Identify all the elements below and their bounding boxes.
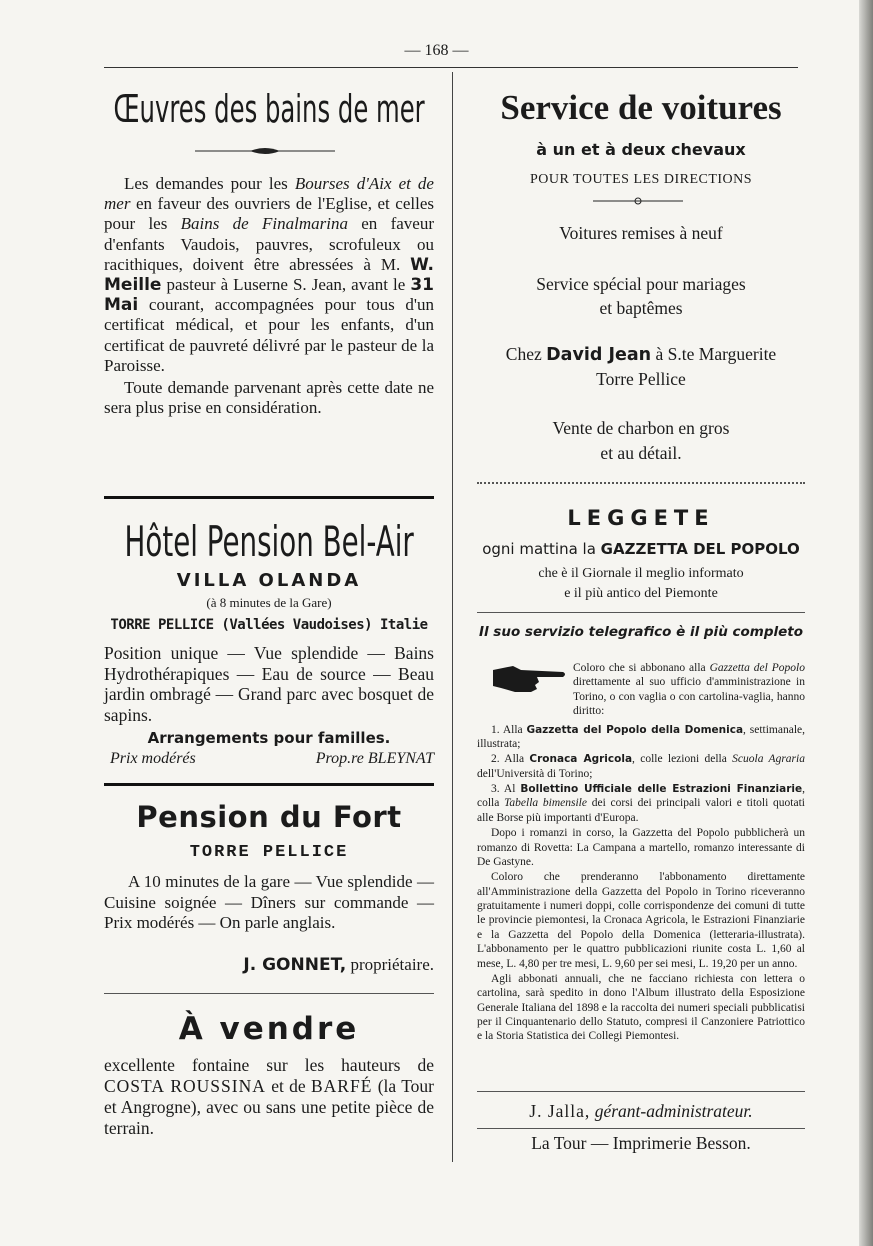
- deadline-date: 31 Mai: [104, 275, 434, 316]
- hotel-arrangements: Arrangements pour familles.: [147, 729, 391, 747]
- voitures-line2: [477, 272, 805, 320]
- gazzetta-body: [477, 661, 805, 1045]
- gazzetta-line2: che è il Giornale il meglio informato: [538, 566, 744, 581]
- page-edge-shadow: [859, 0, 873, 1246]
- header-rule: [104, 67, 798, 68]
- text-run: 3. Al: [491, 783, 521, 795]
- text-run: en faveur d'enfants Vaudois, pauvres, scrofuleux ou racithiques, doivent être abressées à M.: [104, 214, 435, 274]
- gerant-name: J. Jalla,: [529, 1101, 591, 1121]
- voitures-line2b: et baptêmes: [599, 298, 683, 318]
- text-run: dell'Università di Torino;: [477, 767, 593, 780]
- text-run: excellente fontaine sur les hauteurs de: [104, 1055, 434, 1075]
- ornament-divider: [195, 146, 335, 156]
- page-number: — 168 —: [404, 42, 469, 59]
- text-run: , colla: [477, 783, 806, 810]
- charbon-line2: et au détail.: [600, 443, 682, 463]
- meille-name: W. Meille: [104, 254, 434, 296]
- vendre-text: [104, 1055, 434, 1139]
- text-run: courant, accompagnées pour tous d'un certificat médical, et pour les enfants, d'un certificat de pauvreté délivré par le pasteur de la Paroisse.: [104, 295, 434, 375]
- text-run: à S.te Marguerite: [651, 344, 777, 364]
- gazzetta-line1: [477, 540, 805, 558]
- italic-run: Tabella bimensile: [504, 797, 587, 810]
- voitures-line2a: Service spécial pour mariages: [536, 274, 746, 294]
- gazzetta-paragraph-1: [573, 661, 805, 719]
- section-rule: [104, 993, 434, 994]
- hotel-description: Position unique — Vue splendide — Bains Hydrothérapiques — Eau de source — Beau jardin ombragé — Grand parc avec bosquet de sapins.: [104, 643, 434, 725]
- section-rule: [477, 612, 805, 613]
- text-run: Coloro che si abbonano alla: [573, 662, 710, 674]
- text-run: Les demandes pour les: [124, 174, 295, 193]
- section-rule: [104, 783, 434, 786]
- hotel-subtitle: VILLA OLANDA: [176, 570, 362, 591]
- gazzetta-paragraph-2: Dopo i romanzi in corso, la Gazzetta del Popolo pubblicherà un romanzo di Rovetta: La Campana a martello, romanzo interessante di De Gastyne.: [477, 827, 805, 868]
- gazzetta-italic: Gazzetta del Popolo: [709, 662, 805, 674]
- footer-imprimerie: La Tour — Imprimerie Besson.: [531, 1133, 751, 1153]
- gazzetta-item-1: [477, 723, 805, 752]
- voitures-town: Torre Pellice: [596, 369, 686, 389]
- fort-owner: [104, 955, 434, 975]
- oeuvres-title-block: [104, 86, 434, 136]
- text-run: ogni mattina la: [482, 540, 601, 558]
- text-run: direttamente al suo ufficio d'amministrazione in Torino, o con vaglia o con cartolina-vaglia, hanno diritto:: [573, 676, 805, 718]
- section-rule: [477, 1091, 805, 1092]
- section-rule: [477, 482, 805, 484]
- oeuvres-title: Œuvres des bains de mer: [113, 87, 425, 131]
- hotel-title-block: [104, 516, 434, 568]
- text-run: 2. Alla: [491, 753, 530, 766]
- gazzetta-paragraph-3: Coloro che prenderanno l'abbonamento direttamente all'Amministrazione della Gazzetta del Popolo in Torino riceveranno gratuitamente i numeri doppi, colle corrispondenze dei comuni di tutte le provincie piemontesi, la Cronaca Agricola, le Estrazioni Finanziarie e la Gazzetta del Popolo della Domenica (letteraria-illustrata). L'abbonamento per le quattro pubblicazioni riunite costa L. 1,60 al mese, L. 4,80 per tre mesi, L. 9,60 per sei mesi, L. 19,20 per un anno.: [477, 871, 805, 970]
- gazzetta-item-3: [477, 782, 805, 825]
- voitures-line1: Voitures remises à neuf: [559, 223, 723, 243]
- text-run: 1. Alla: [491, 723, 527, 736]
- text-run: Chez: [505, 344, 547, 364]
- bold-run: Bollettino Ufficiale delle Estrazioni Finanziarie: [520, 783, 803, 795]
- text-run: (la Tour et Angrogne), avec ou sans une petite pièce de terrain.: [104, 1076, 434, 1138]
- hotel-footer-line: [104, 750, 434, 768]
- voitures-directions: POUR TOUTES LES DIRECTIONS: [529, 172, 753, 187]
- column-separator: [452, 72, 453, 1162]
- oeuvres-body: [104, 174, 434, 418]
- text-run: , settimanale, illustrata;: [477, 723, 805, 750]
- hotel-prices: Prix modérés: [110, 750, 196, 767]
- voitures-chez-line: [477, 342, 805, 367]
- david-jean-name: David Jean: [546, 345, 652, 365]
- finalmarina-italic: Bains de Finalmarina: [180, 214, 348, 234]
- fort-subtitle: TORRE PELLICE: [189, 843, 349, 862]
- text-run: , colle lezioni della: [632, 753, 733, 766]
- bold-run: Gazzetta del Popolo della Domenica: [526, 723, 744, 736]
- section-rule: [477, 1128, 805, 1129]
- hotel-proprietor: Prop.re BLEYNAT: [315, 750, 434, 767]
- text-run: et de: [265, 1076, 311, 1096]
- fort-owner-role: propriétaire.: [346, 955, 434, 974]
- hotel-location: TORRE PELLICE (Vallées Vaudoises) Italie: [110, 617, 428, 633]
- hotel-title: Hôtel Pension Bel-Air: [124, 517, 414, 566]
- voitures-subtitle: à un et à deux chevaux: [536, 140, 746, 159]
- hotel-distance: (à 8 minutes de la Gare): [206, 595, 332, 610]
- fort-title: Pension du Fort: [136, 800, 402, 834]
- costa-roussina: COSTA ROUSSINA: [104, 1076, 266, 1096]
- bold-run: Cronaca Agricola: [529, 753, 633, 766]
- section-rule: [104, 496, 434, 499]
- voitures-contact: [477, 342, 805, 391]
- footer-gerant: [477, 1101, 805, 1122]
- fort-description: A 10 minutes de la gare — Vue splendide — Cuisine soignée — Dîners sur commande — Prix modérés — On parle anglais.: [104, 872, 434, 932]
- ornament-divider: [593, 197, 683, 205]
- vendre-title: À vendre: [178, 1011, 360, 1047]
- gazzetta-item-2: [477, 752, 805, 781]
- gazzetta-paragraph-4: Agli abbonati annuali, che ne facciano richiesta con lettera o cartolina, sarà spedito in dono l'Album illustrato della Esposizione Generale Italiana del 1898 e la raccolta dei numeri speciali pubblicatisi per il Cinquantenario dello Statuto, compresi il Canzoniere Patriottico e la Storia Statistica dei Collegi Piemontesi.: [477, 972, 805, 1043]
- oeuvres-paragraph-1: [104, 174, 434, 376]
- text-run: en faveur des ouvriers de l'Eglise, et celles pour les: [104, 194, 434, 234]
- barfe: BARFÉ: [311, 1076, 373, 1096]
- oeuvres-paragraph-2: Toute demande parvenant après cette date ne sera plus prise en considération.: [104, 378, 434, 418]
- fort-owner-name: J. GONNET,: [243, 955, 347, 975]
- text-run: pasteur à Luserne S. Jean, avant le: [161, 275, 411, 295]
- gazzetta-line3: e il più antico del Piemonte: [564, 586, 718, 601]
- bourses-italic: Bourses d'Aix et de mer: [104, 174, 434, 214]
- italic-run: Scuola Agraria: [732, 753, 805, 766]
- text-run: dei corsi dei principali valori e titoli quotati alle Borse più importanti d'Europa.: [477, 797, 805, 824]
- voitures-title: Service de voitures: [500, 88, 782, 127]
- gazzetta-title: LEGGETE: [567, 506, 715, 530]
- gazzetta-telegrafico: Il suo servizio telegrafico è il più completo: [478, 624, 804, 640]
- charbon-line1: Vente de charbon en gros: [552, 418, 730, 438]
- voitures-charbon: [477, 416, 805, 466]
- gazzetta-name: GAZZETTA DEL POPOLO: [600, 540, 800, 558]
- gerant-role: gérant-administrateur.: [590, 1101, 753, 1121]
